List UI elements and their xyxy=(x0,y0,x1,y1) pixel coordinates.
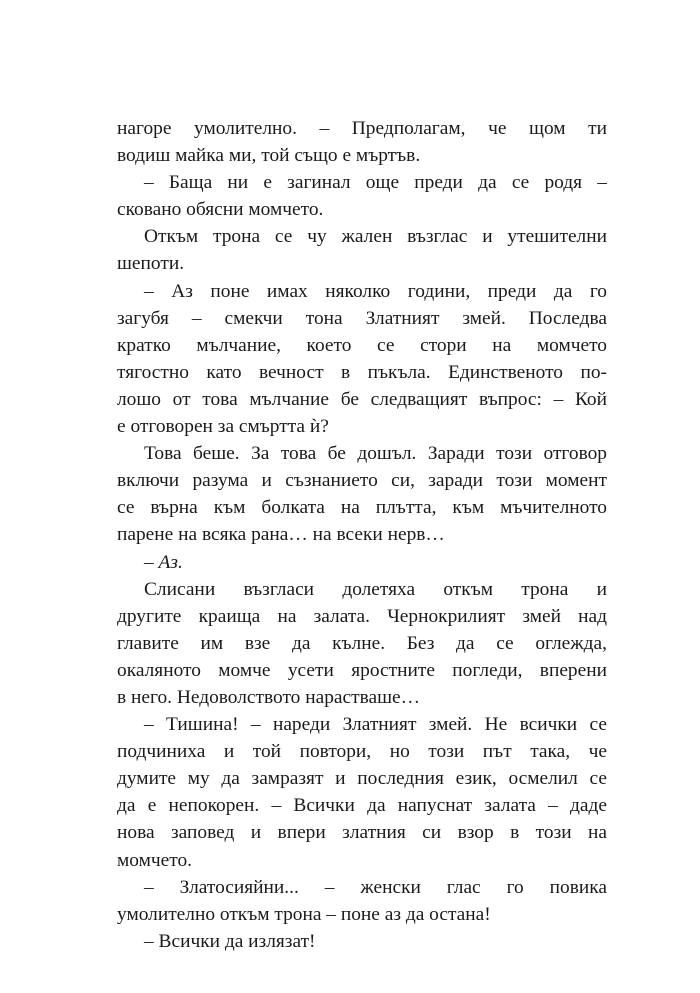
text-line: е отговорен за смъртта ѝ? xyxy=(117,416,329,438)
text-line: Слисани възгласи долетяха откъм трона и xyxy=(144,578,607,600)
text-line: Това беше. За това бе дошъл. Заради този отговор xyxy=(144,443,607,465)
text-line: момчето. xyxy=(117,849,192,871)
body-text xyxy=(117,115,607,955)
text-line: шепоти. xyxy=(117,253,185,275)
text-line: – Златосияйни... – женски глас го повика xyxy=(144,876,607,898)
text-line: Откъм трона се чу жален възглас и утешителни xyxy=(144,226,607,248)
text-line: думите му да замразят и последния език, осмелил се xyxy=(117,768,607,790)
text-line: нагоре умолително. – Предполагам, че щом ти xyxy=(117,118,607,139)
text-line: да е непокорен. – Всички да напуснат залата – даде xyxy=(117,795,607,817)
text-line: главите им взе да кълне. Без да се оглежда, xyxy=(117,632,607,654)
text-line: подчиниха и той повтори, но този път така, че xyxy=(117,741,607,763)
text-line: загубя – смекчи тона Златният змей. Последва xyxy=(117,307,607,329)
text-line: окаляното момче усети яростните погледи, вперени xyxy=(117,659,607,681)
text-line: се върна към болката на плътта, към мъчителното xyxy=(117,497,607,519)
text-line: умолително откъм трона – поне аз да остана! xyxy=(117,903,491,925)
text-line: тягостно като вечност в пъкъла. Единственото по- xyxy=(117,361,607,383)
text-line: другите краища на залата. Чернокрилият змей над xyxy=(117,605,607,627)
text-line: включи разума и съзнанието си, заради този момент xyxy=(117,470,607,492)
text-line: – Аз поне имах няколко години, преди да го xyxy=(144,280,607,302)
text-line: – Аз. xyxy=(144,551,183,573)
text-line: лошо от това мълчание бе следващият въпрос: – Кой xyxy=(117,388,607,410)
text-line: парене на всяка рана… на всеки нерв… xyxy=(117,524,445,546)
text-line: нова заповед и впери златния си взор в този на xyxy=(117,822,607,844)
text-line: водиш майка ми, той също е мъртъв. xyxy=(117,145,421,167)
text-line: – Баща ни е загинал още преди да се родя – xyxy=(144,172,607,194)
text-line: – Тишина! – нареди Златният змей. Не всички се xyxy=(144,714,607,736)
text-line: в него. Недоволството нарастваше… xyxy=(117,686,421,708)
text-line: – Всички да излязат! xyxy=(144,930,316,952)
text-line: кратко мълчание, което се стори на момчето xyxy=(117,334,607,356)
text-line: сковано обясни момчето. xyxy=(117,199,324,221)
